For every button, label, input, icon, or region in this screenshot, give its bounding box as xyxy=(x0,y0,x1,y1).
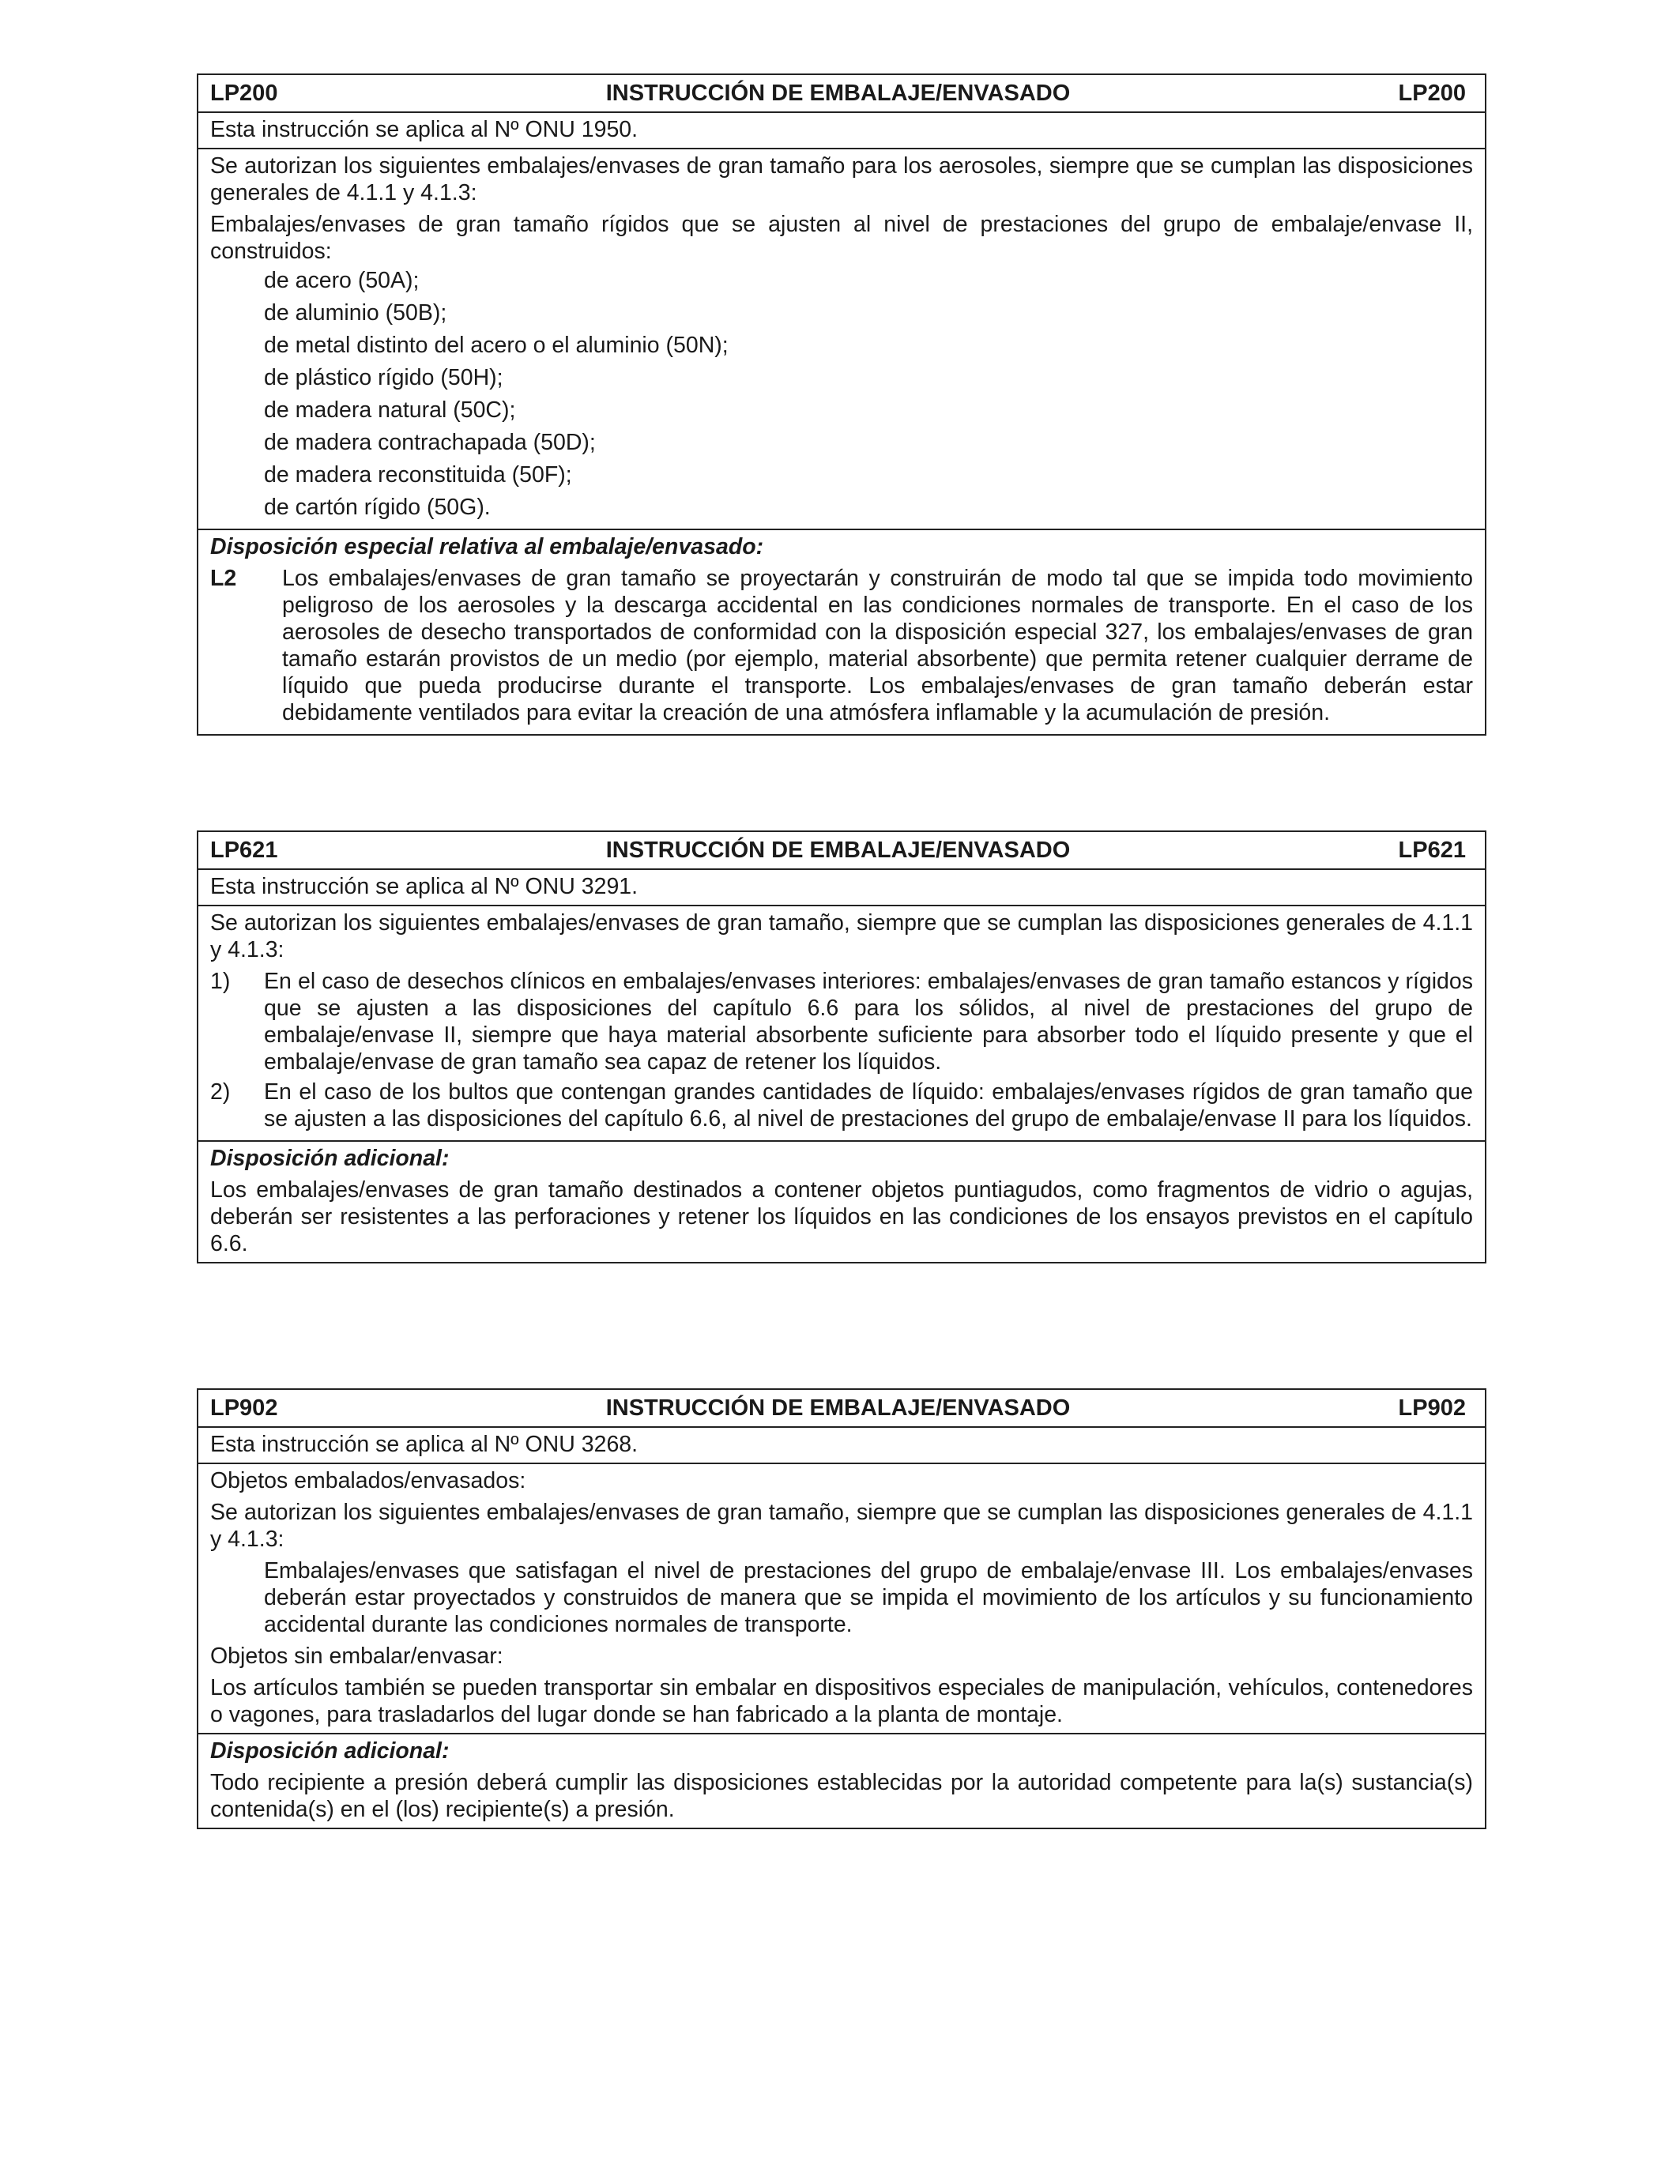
material-item: de metal distinto del acero o el aluminio (50N); xyxy=(264,333,729,358)
lp621-applies: Esta instrucción se aplica al Nº ONU 3291. xyxy=(198,870,1485,906)
lp902-packed-text: Embalajes/envases que satisfagan el nivel de prestaciones del grupo de embalaje/envase III. Los embalajes/envases deberán estar proyectados y construidos de manera que se impida el movimiento de los artículos y su funcionamiento accidental durante las condiciones normales de transporte. xyxy=(264,1558,1473,1637)
material-item: de madera contrachapada (50D); xyxy=(264,430,596,455)
lp902-additional xyxy=(198,1734,1485,1828)
lp621-title: INSTRUCCIÓN DE EMBALAJE/ENVASADO xyxy=(605,837,1071,863)
lp200-body xyxy=(198,149,1485,530)
material-item: de plástico rígido (50H); xyxy=(264,365,503,390)
material-item: de madera natural (50C); xyxy=(264,397,516,423)
lp902-title: INSTRUCCIÓN DE EMBALAJE/ENVASADO xyxy=(605,1395,1071,1421)
lp621-additional-heading: Disposición adicional: xyxy=(210,1146,450,1171)
lp200-table xyxy=(197,73,1486,736)
item-number: 1) xyxy=(210,969,231,994)
lp200-special xyxy=(198,530,1485,734)
lp200-code-left: LP200 xyxy=(210,80,278,106)
material-item: de acero (50A); xyxy=(264,268,420,293)
item-text: En el caso de desechos clínicos en embalajes/envases interiores: embalajes/envases de gran tamaño estancos y rígidos que se ajusten a las disposiciones del capítulo 6.6 para los sólidos, al nivel de prestaciones del grupo de embalaje/envase II, siempre que haya material absorbente suficiente para absorber todo el líquido presente y que el embalaje/envase de gran tamaño sea capaz de retener los líquidos. xyxy=(264,969,1473,1075)
material-item: de cartón rígido (50G). xyxy=(264,495,491,520)
lp200-special-heading: Disposición especial relativa al embalaje/envasado: xyxy=(210,534,764,559)
lp200-rigid: Embalajes/envases de gran tamaño rígidos que se ajusten al nivel de prestaciones del grupo de embalaje/envase II, construidos: xyxy=(210,212,1473,264)
lp621-intro: Se autorizan los siguientes embalajes/envases de gran tamaño, siempre que se cumplan las disposiciones generales de 4.1.1 y 4.1.3: xyxy=(210,910,1473,962)
lp902-header xyxy=(198,1390,1485,1428)
item-text: En el caso de los bultos que contengan grandes cantidades de líquido: embalajes/envases rígidos de gran tamaño que se ajusten a las disposiciones del capítulo 6.6, al nivel de prestaciones del grupo de embalaje/envase II para los líquidos. xyxy=(264,1079,1473,1132)
material-item: de aluminio (50B); xyxy=(264,300,447,326)
lp902-code-right: LP902 xyxy=(1398,1395,1466,1421)
lp200-applies: Esta instrucción se aplica al Nº ONU 1950. xyxy=(198,113,1485,149)
list-item xyxy=(210,968,1473,1075)
lp902-intro: Se autorizan los siguientes embalajes/envases de gran tamaño, siempre que se cumplan las disposiciones generales de 4.1.1 y 4.1.3: xyxy=(210,1500,1473,1552)
item-number: 2) xyxy=(210,1079,231,1105)
lp902-additional-heading: Disposición adicional: xyxy=(210,1738,450,1764)
lp902-applies: Esta instrucción se aplica al Nº ONU 3268. xyxy=(198,1428,1485,1464)
list-item xyxy=(210,1079,1473,1132)
lp200-materials-list xyxy=(210,265,1473,524)
lp200-special-l2 xyxy=(210,565,1473,726)
material-item: de madera reconstituida (50F); xyxy=(264,462,572,488)
special-label: L2 xyxy=(210,566,237,591)
lp200-code-right: LP200 xyxy=(1398,80,1466,106)
lp200-intro: Se autorizan los siguientes embalajes/envases de gran tamaño para los aerosoles, siempre que se cumplan las disposiciones generales de 4.1.1 y 4.1.3: xyxy=(210,153,1473,205)
lp902-code-left: LP902 xyxy=(210,1395,278,1421)
lp200-header xyxy=(198,75,1485,113)
lp621-additional xyxy=(198,1142,1485,1262)
lp621-code-left: LP621 xyxy=(210,837,278,863)
lp902-unpacked-text: Los artículos también se pueden transportar sin embalar en dispositivos especiales de manipulación, vehículos, contenedores o vagones, para trasladarlos del lugar donde se han fabricado a la planta de montaje. xyxy=(210,1675,1473,1727)
lp902-table xyxy=(197,1388,1486,1829)
lp621-additional-text: Los embalajes/envases de gran tamaño destinados a contener objetos puntiagudos, como fragmentos de vidrio o agujas, deberán ser resistentes a las perforaciones y retener los líquidos en las condiciones de los ensayos previstos en el capítulo 6.6. xyxy=(210,1177,1473,1256)
lp621-table xyxy=(197,830,1486,1263)
special-text: Los embalajes/envases de gran tamaño se proyectarán y construirán de modo tal que se impida todo movimiento peligroso de los aerosoles y la descarga accidental en las condiciones normales de transporte. En el caso de los aerosoles de desecho transportados de conformidad con la disposición especial 327, los embalajes/envases de gran tamaño estarán provistos de un medio (por ejemplo, material absorbente) que permita retener cualquier derrame de líquido que pueda producirse durante el transporte. Los embalajes/envases de gran tamaño deberán estar debidamente ventilados para evitar la creación de una atmósfera inflamable y la acumulación de presión. xyxy=(282,566,1473,725)
lp902-unpacked-heading: Objetos sin embalar/envasar: xyxy=(210,1644,503,1669)
lp621-header xyxy=(198,832,1485,870)
lp621-code-right: LP621 xyxy=(1398,837,1466,863)
lp200-title: INSTRUCCIÓN DE EMBALAJE/ENVASADO xyxy=(605,80,1071,106)
lp902-body xyxy=(198,1464,1485,1734)
lp902-additional-text: Todo recipiente a presión deberá cumplir las disposiciones establecidas por la autoridad competente para la(s) sustancia(s) contenida(s) en el (los) recipiente(s) a presión. xyxy=(210,1770,1473,1822)
lp621-body xyxy=(198,906,1485,1142)
lp902-packed-heading: Objetos embalados/envasados: xyxy=(210,1468,526,1493)
